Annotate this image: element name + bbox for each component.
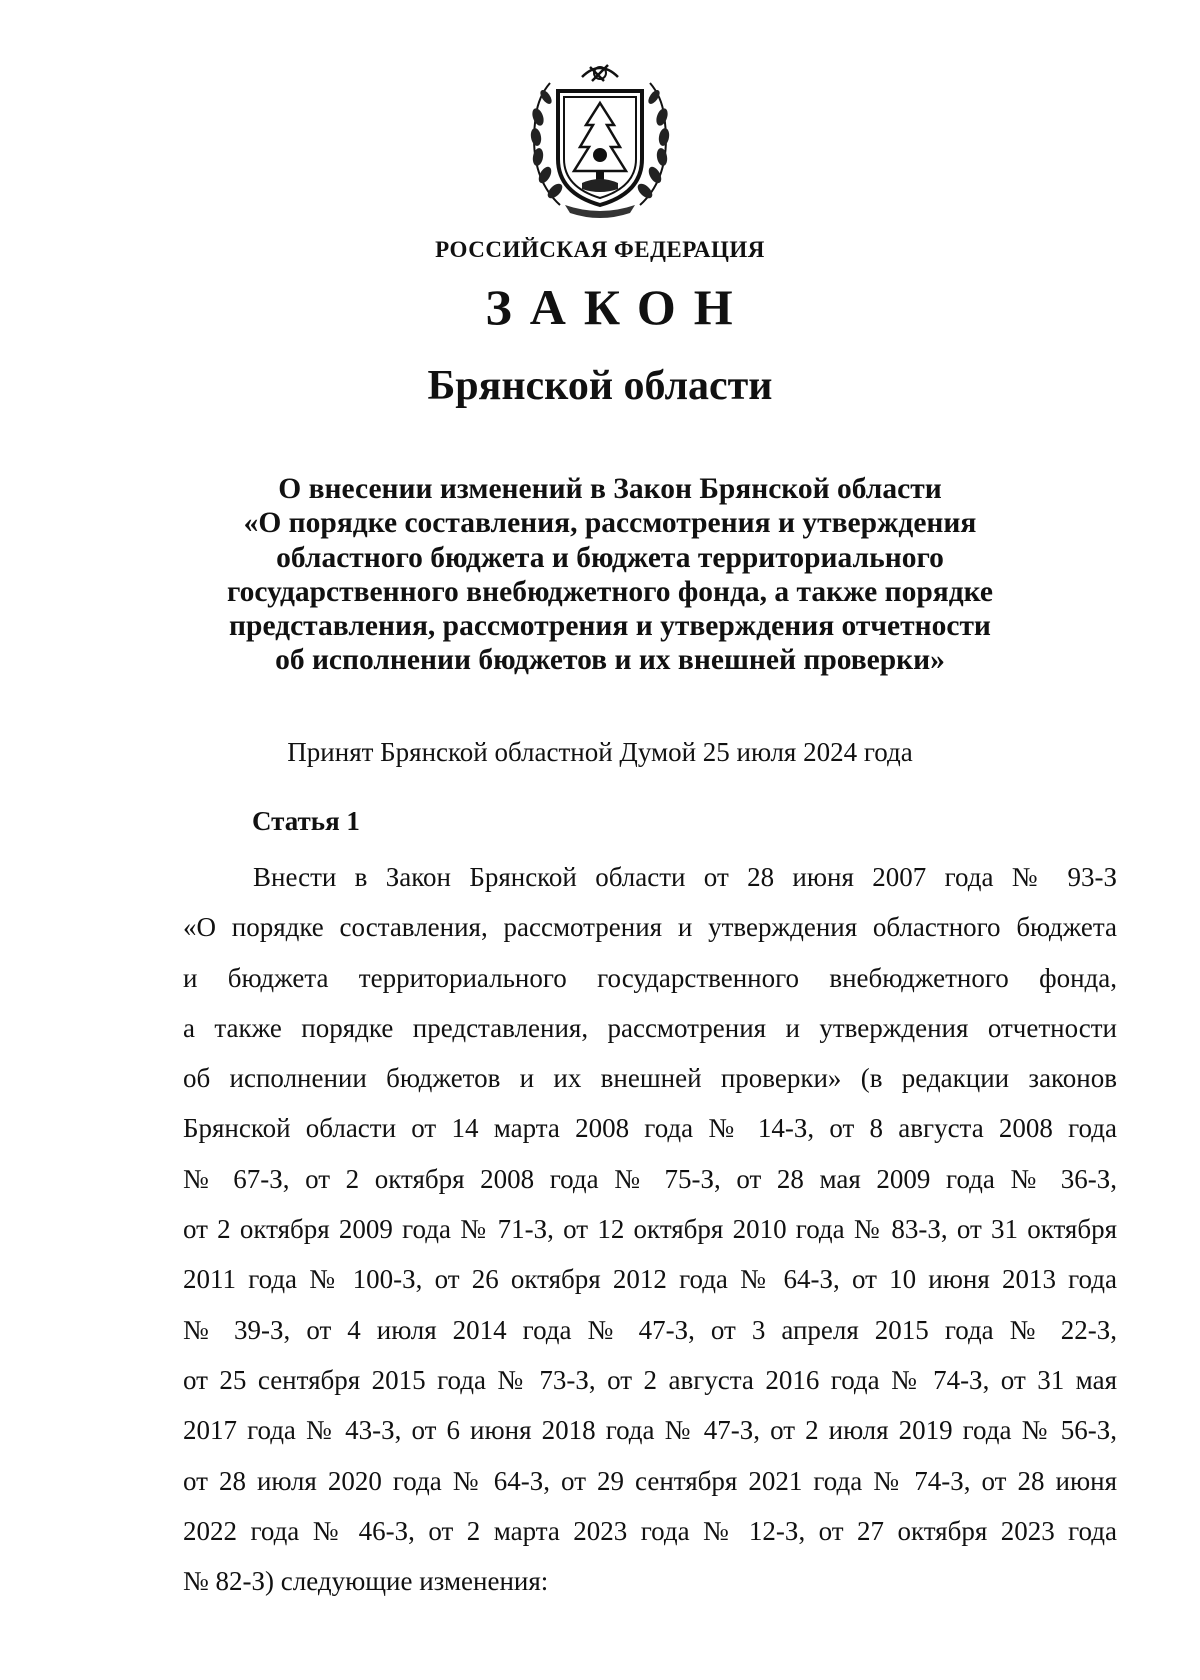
law-title-line: «О порядке составления, рассмотрения и утверждения bbox=[243, 507, 977, 540]
body-line: Брянской области от 14 марта 2008 года № 14-З, от 8 августа 2008 года bbox=[183, 1113, 1117, 1144]
body-line: от 2 октября 2009 года № 71-З, от 12 октября 2010 года № 83-З, от 31 октября bbox=[183, 1214, 1117, 1245]
body-line: № 67-З, от 2 октября 2008 года № 75-З, от 28 мая 2009 года № 36-З, bbox=[183, 1163, 1117, 1194]
article-body bbox=[183, 852, 1117, 1606]
law-title bbox=[150, 472, 1070, 678]
body-line: 2011 года № 100-З, от 26 октября 2012 года № 64-З, от 10 июня 2013 года bbox=[183, 1264, 1117, 1295]
region-name: Брянской области bbox=[427, 363, 773, 409]
article-heading: Статья 1 bbox=[252, 806, 360, 836]
adoption-note: Принят Брянской областной Думой 25 июля 2024 года bbox=[287, 737, 913, 767]
law-title-line: представления, рассмотрения и утверждения отчетности bbox=[229, 610, 991, 643]
law-title-line: государственного внебюджетного фонда, а также порядке bbox=[226, 575, 994, 608]
body-line: № 82-З) следующие изменения: bbox=[183, 1566, 549, 1597]
coat-of-arms-icon bbox=[520, 55, 680, 220]
law-title-line: О внесении изменений в Закон Брянской области bbox=[278, 473, 942, 505]
body-line: 2022 года № 46-З, от 2 марта 2023 года № 12-З, от 27 октября 2023 года bbox=[183, 1515, 1117, 1546]
body-line: об исполнении бюджетов и их внешней проверки» (в редакции законов bbox=[183, 1063, 1117, 1094]
body-line: от 28 июля 2020 года № 64-З, от 29 сентября 2021 года № 74-З, от 28 июня bbox=[183, 1465, 1117, 1496]
body-line: «О порядке составления, рассмотрения и утверждения областного бюджета bbox=[183, 912, 1117, 943]
country-name: РОССИЙСКАЯ ФЕДЕРАЦИЯ bbox=[435, 237, 765, 262]
law-title-line: об исполнении бюджетов и их внешней проверки» bbox=[275, 644, 945, 677]
body-line: № 39-З, от 4 июля 2014 года № 47-З, от 3 апреля 2015 года № 22-З, bbox=[183, 1314, 1117, 1345]
body-line: Внести в Закон Брянской области от 28 июня 2007 года № 93-З bbox=[253, 862, 1117, 892]
body-line: и бюджета территориального государственного внебюджетного фонда, bbox=[183, 962, 1117, 993]
law-title-line: областного бюджета и бюджета территориального bbox=[276, 541, 944, 574]
body-line: от 25 сентября 2015 года № 73-З, от 2 августа 2016 года № 74-З, от 31 мая bbox=[183, 1364, 1117, 1395]
body-line: а также порядке представления, рассмотрения и утверждения отчетности bbox=[183, 1012, 1117, 1043]
body-line: 2017 года № 43-З, от 6 июня 2018 года № 47-З, от 2 июля 2019 года № 56-З, bbox=[183, 1415, 1117, 1446]
document-type: ЗАКОН bbox=[485, 279, 751, 335]
